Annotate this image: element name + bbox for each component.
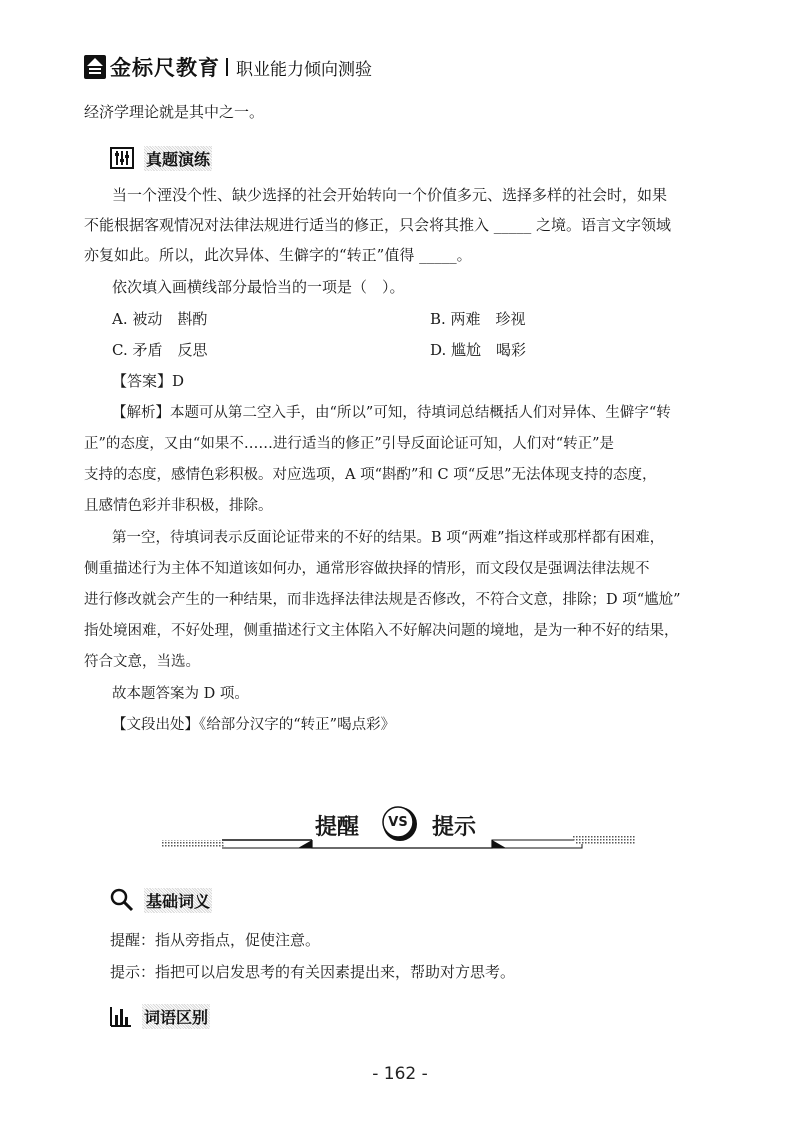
brand-logo-icon bbox=[84, 55, 106, 79]
analysis-line: 符合文意，当选。 bbox=[84, 654, 200, 670]
search-icon bbox=[110, 888, 134, 912]
banner-right-word: 提示 bbox=[432, 814, 477, 840]
analysis-line: 侧重描述行为主体不知道该如何办，通常形容做抉择的情形，而文段仅是强调法律法规不 bbox=[84, 561, 650, 577]
question-stem-line: 当一个湮没个性、缺少选择的社会开始转向一个价值多元、选择多样的社会时，如果 bbox=[112, 186, 668, 204]
distinction-title: 词语区别 bbox=[142, 1004, 210, 1029]
practice-title: 真题演练 bbox=[144, 146, 212, 171]
definition-line: 提醒：指从旁指点，促使注意。 bbox=[110, 931, 321, 949]
option-d: D. 尴尬 喝彩 bbox=[430, 341, 527, 359]
bar-chart-icon bbox=[110, 1005, 132, 1027]
vs-badge: VS bbox=[388, 815, 408, 830]
basic-title: 基础词义 bbox=[144, 888, 212, 913]
analysis-line: 【解析】本题可从第二空入手，由“所以”可知，待填词总结概括人们对异体、生僻字“转 bbox=[112, 405, 671, 421]
practice-heading bbox=[110, 144, 212, 172]
question-stem-line: 亦复如此。所以，此次异体、生僻字的“转正”值得 _____。 bbox=[84, 246, 472, 264]
brand-name: 金标尺教育 bbox=[110, 56, 220, 80]
analysis-line: 支持的态度，感情色彩积极。对应选项，A 项“斟酌”和 C 项“反思”无法体现支持的态度， bbox=[84, 467, 657, 483]
definition-line: 提示：指把可以启发思考的有关因素提出来，帮助对方思考。 bbox=[110, 963, 516, 981]
header-subtitle: 职业能力倾向测验 bbox=[236, 59, 372, 80]
distinction-heading bbox=[110, 1002, 210, 1030]
analysis-line: 且感情色彩并非积极，排除。 bbox=[84, 498, 273, 514]
option-a: A. 被动 斟酌 bbox=[112, 310, 208, 328]
basic-heading bbox=[110, 886, 212, 914]
answer-line: 【答案】D bbox=[112, 372, 185, 390]
source-line: 【文段出处】《给部分汉字的“转正”喝点彩》 bbox=[112, 717, 396, 733]
comparison-banner bbox=[162, 800, 636, 860]
header-divider bbox=[226, 58, 228, 76]
option-b: B. 两难 珍视 bbox=[430, 310, 526, 328]
analysis-line: 指处境困难，不好处理，侧重描述行文主体陷入不好解决问题的境地，是为一种不好的结果， bbox=[84, 623, 679, 639]
analysis-line: 正”的态度，又由“如果不……进行适当的修正”引导反面论证可知，人们对“转正”是 bbox=[84, 436, 615, 452]
sliders-icon bbox=[110, 147, 134, 169]
analysis-line: 第一空，待填词表示反面论证带来的不好的结果。B 项“两难”指这样或那样都有困难， bbox=[112, 530, 665, 546]
question-prompt: 依次填入画横线部分最恰当的一项是（ ）。 bbox=[112, 278, 405, 296]
analysis-line: 故本题答案为 D 项。 bbox=[112, 686, 249, 702]
page-header bbox=[84, 50, 372, 84]
question-stem-line: 不能根据客观情况对法律法规进行适当的修正，只会将其推入 _____ 之境。语言文字领域 bbox=[84, 216, 672, 234]
analysis-line: 进行修改就会产生的一种结果，而非选择法律法规是否修改，不符合文意，排除；D 项“尴尬” bbox=[84, 592, 681, 608]
option-c: C. 矛盾 反思 bbox=[112, 341, 208, 359]
intro-line: 经济学理论就是其中之一。 bbox=[84, 103, 265, 121]
banner-left-word: 提醒 bbox=[315, 814, 360, 840]
page-number: - 162 - bbox=[372, 1064, 428, 1084]
